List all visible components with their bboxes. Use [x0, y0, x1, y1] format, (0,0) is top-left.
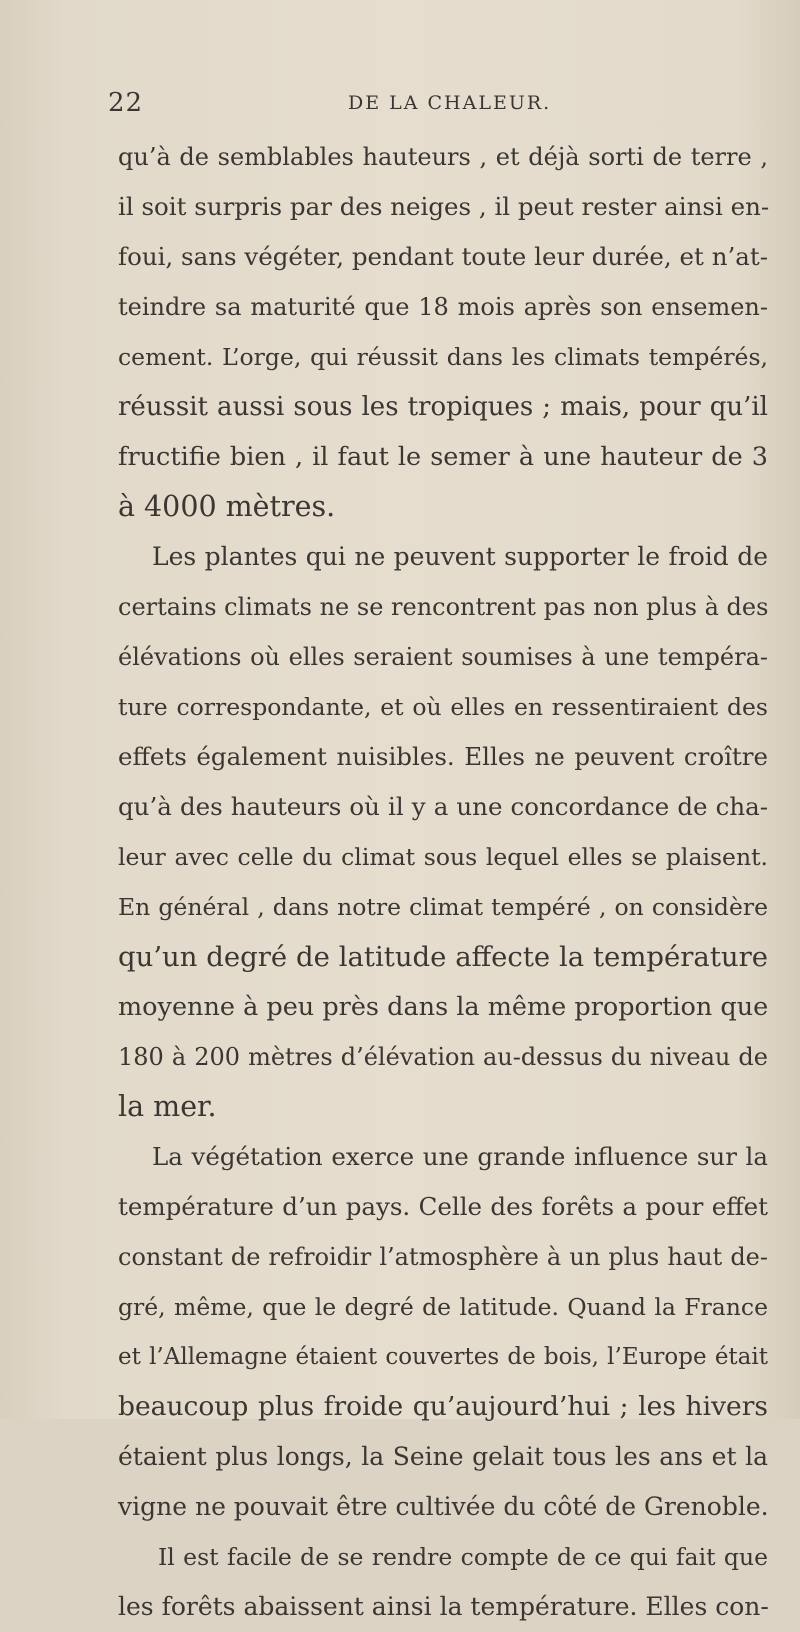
text-line: les forêts abaissent ainsi la température. Elles con- [118, 1592, 769, 1621]
text-line: leur avec celle du climat sous lequel elles se plaisent. [118, 843, 768, 871]
text-line: En général , dans notre climat tempéré , on considère [118, 893, 768, 921]
text-line: cement. L’orge, qui réussit dans les climats tempérés, [118, 343, 768, 371]
text-line: réussit aussi sous les tropiques ; mais, pour qu’il [118, 392, 768, 422]
text-line: qu’un degré de latitude affecte la température [118, 941, 768, 973]
text-line: foui, sans végéter, pendant toute leur durée, et n’at- [118, 242, 768, 271]
text-line: moyenne à peu près dans la même proportion que [118, 992, 769, 1022]
text-line: à 4000 mètres. [118, 490, 336, 523]
text-line: La végétation exerce une grande influence sur la [152, 1142, 768, 1171]
text-line: Il est facile de se rendre compte de ce qui fait que [158, 1543, 768, 1571]
text-line: certains climats ne se rencontrent pas non plus à des [118, 593, 769, 621]
text-line: étaient plus longs, la Seine gelait tous les ans et la [118, 1442, 768, 1471]
text-line: et l’Allemagne étaient couvertes de bois, l’Europe était [118, 1344, 768, 1370]
text-line: beaucoup plus froide qu’aujourd’hui ; les hivers [118, 1391, 768, 1422]
text-line: vigne ne pouvait être cultivée du côté de Grenoble. [118, 1492, 769, 1521]
text-line: teindre sa maturité que 18 mois après son ensemen- [118, 293, 768, 321]
text-line: qu’à de semblables hauteurs , et déjà sorti de terre , [118, 143, 768, 171]
text-line: la mer. [118, 1090, 217, 1123]
running-title: DE LA CHALEUR. [348, 92, 552, 114]
body-text [118, 132, 768, 1632]
page-number: 22 [108, 88, 144, 118]
text-line: constant de refroidir l’atmosphère à un plus haut de- [118, 1243, 768, 1271]
text-line: Les plantes qui ne peuvent supporter le froid de [152, 542, 768, 571]
text-line: qu’à des hauteurs où il y a une concordance de cha- [118, 792, 768, 821]
text-line: 180 à 200 mètres d’élévation au-dessus du niveau de [118, 1043, 768, 1071]
text-line: gré, même, que le degré de latitude. Quand la France [118, 1293, 768, 1321]
page-header [108, 88, 708, 124]
text-line: température d’un pays. Celle des forêts a pour effet [118, 1192, 768, 1221]
text-line: ture correspondante, et où elles en ressentiraient des [118, 693, 768, 721]
text-line: il soit surpris par des neiges , il peut rester ainsi en- [118, 192, 770, 221]
text-line: élévations où elles seraient soumises à une tempéra- [118, 643, 768, 671]
text-line: fructifie bien , il faut le semer à une hauteur de 3 [118, 442, 768, 472]
text-line: effets également nuisibles. Elles ne peuvent croître [118, 742, 768, 771]
